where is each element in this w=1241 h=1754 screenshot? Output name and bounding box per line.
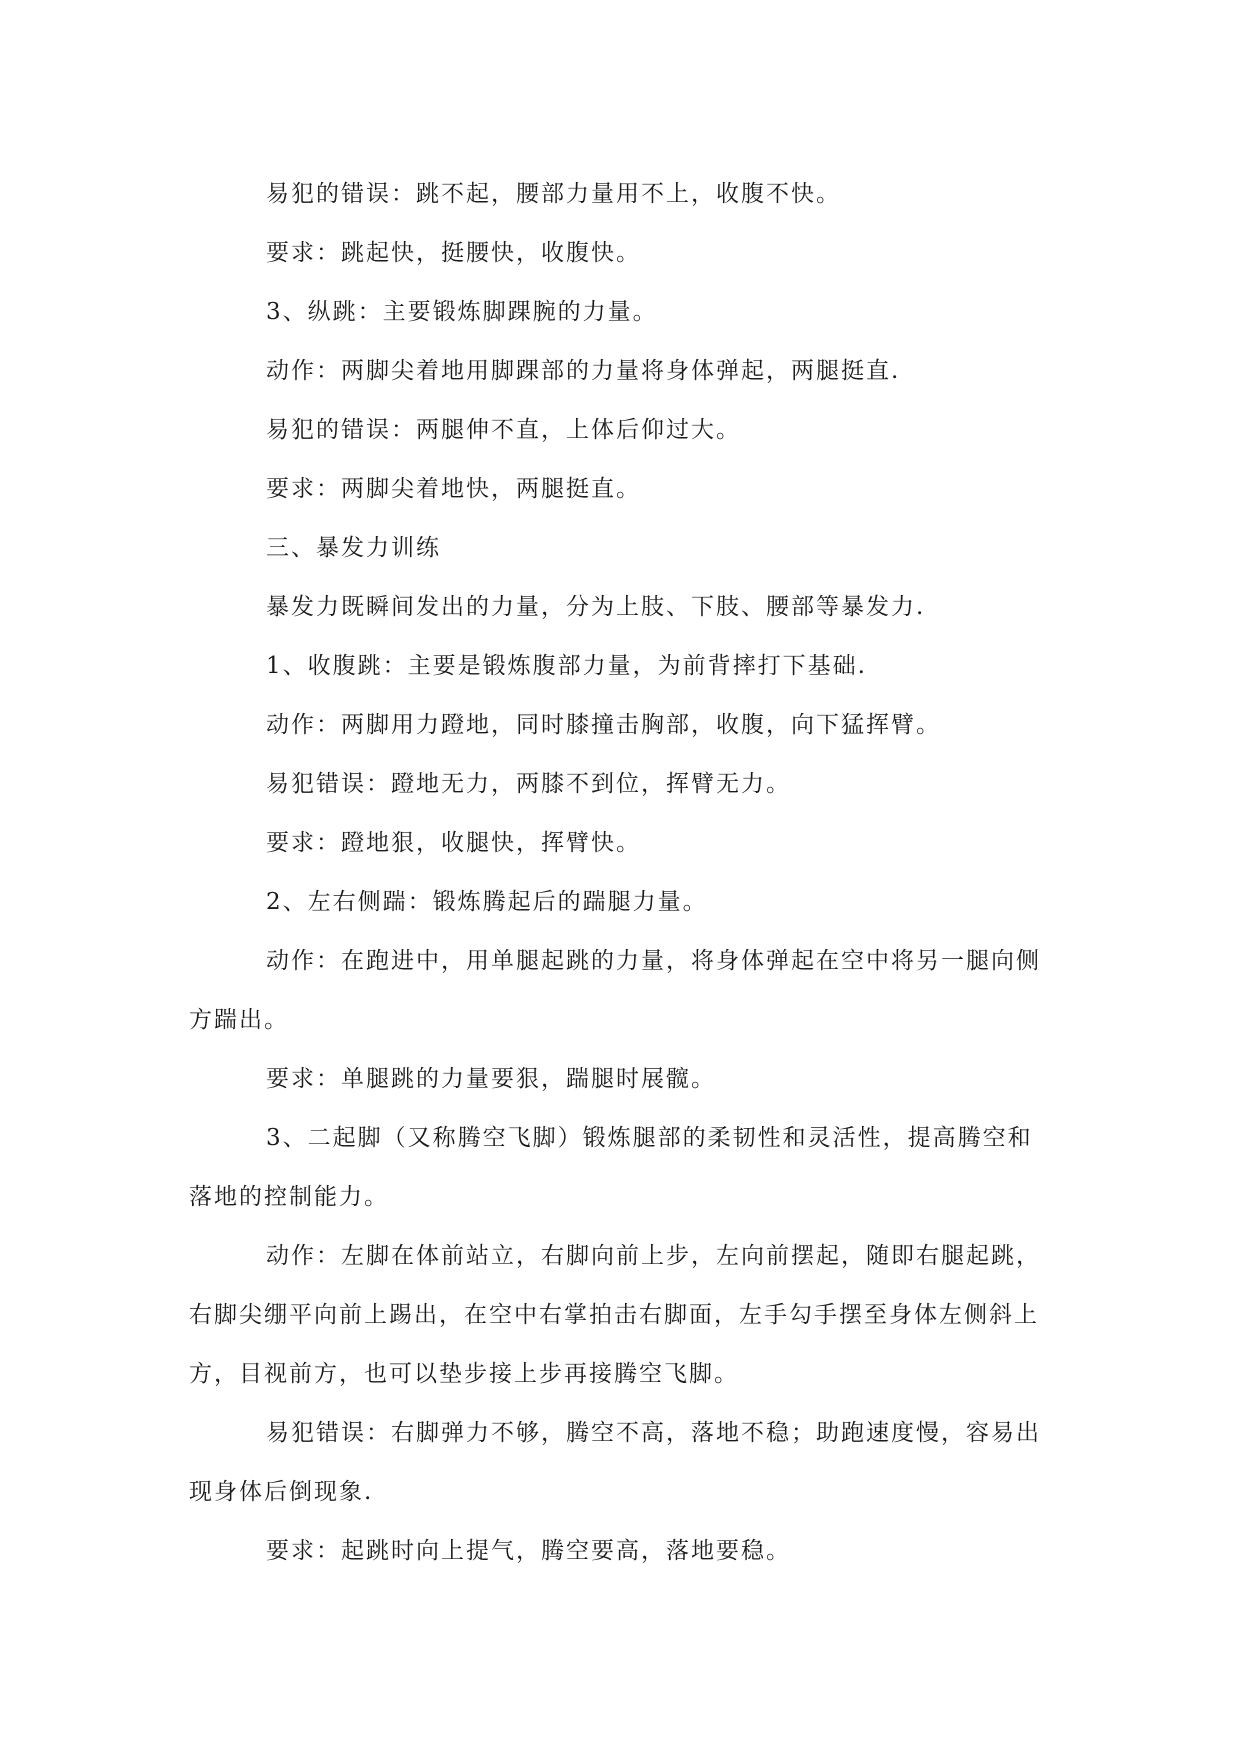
paragraph: 易犯错误：蹬地无力，两膝不到位，挥臂无力。 bbox=[266, 771, 791, 797]
paragraph: 暴发力既瞬间发出的力量，分为上肢、下肢、腰部等暴发力. bbox=[266, 594, 926, 620]
section-heading: 三、暴发力训练 bbox=[266, 535, 441, 561]
paragraph: 要求：起跳时向上提气，腾空要高，落地要稳。 bbox=[266, 1538, 791, 1564]
paragraph: 动作：在跑进中，用单腿起跳的力量，将身体弹起在空中将另一腿向侧方踹出。 bbox=[189, 948, 1041, 1033]
paragraph: 3、二起脚（又称腾空飞脚）锻炼腿部的柔韧性和灵活性，提高腾空和落地的控制能力。 bbox=[189, 1125, 1033, 1210]
paragraph: 易犯的错误：两腿伸不直，上体后仰过大。 bbox=[266, 417, 741, 443]
paragraph: 1、收腹跳：主要是锻炼腹部力量，为前背摔打下基础. bbox=[266, 653, 867, 679]
paragraph: 动作：左脚在体前站立，右脚向前上步，左向前摆起，随即右腿起跳，右脚尖绷平向前上踢出，在空中右掌拍击右脚面，左手勾手摆至身体左侧斜上方，目视前方，也可以垫步接上步再接腾空飞脚。 bbox=[189, 1243, 1041, 1387]
paragraph: 易犯的错误：跳不起，腰部力量用不上，收腹不快。 bbox=[266, 181, 841, 207]
paragraph: 要求：跳起快，挺腰快，收腹快。 bbox=[266, 240, 641, 266]
paragraph: 3、纵跳：主要锻炼脚踝腕的力量。 bbox=[266, 299, 658, 325]
paragraph: 要求：两脚尖着地快，两腿挺直。 bbox=[266, 476, 641, 502]
document-body bbox=[189, 165, 1051, 1581]
paragraph: 易犯错误：右脚弹力不够，腾空不高，落地不稳；助跑速度慢，容易出现身体后倒现象. bbox=[189, 1420, 1041, 1505]
paragraph: 动作：两脚用力蹬地，同时膝撞击胸部，收腹，向下猛挥臂。 bbox=[266, 712, 941, 738]
paragraph: 要求：蹬地狠，收腿快，挥臂快。 bbox=[266, 830, 641, 856]
paragraph: 2、左右侧踹：锻炼腾起后的踹腿力量。 bbox=[266, 889, 708, 915]
paragraph: 要求：单腿跳的力量要狠，踹腿时展髋。 bbox=[266, 1066, 716, 1092]
paragraph: 动作：两脚尖着地用脚踝部的力量将身体弹起，两腿挺直. bbox=[266, 358, 901, 384]
